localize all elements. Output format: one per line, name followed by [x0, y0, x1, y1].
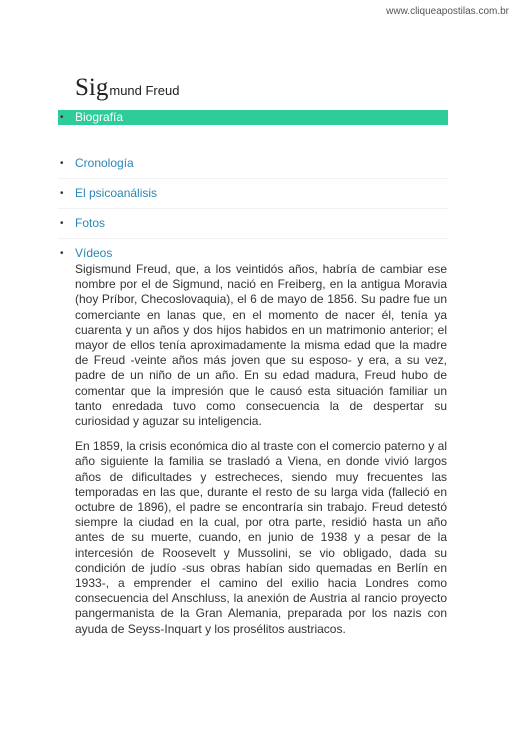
nav-item-fotos[interactable] [58, 209, 448, 239]
nav-label[interactable]: Cronología [75, 156, 134, 170]
bullet-icon: • [60, 218, 64, 229]
site-url[interactable]: www.cliqueapostilas.com.br [386, 6, 509, 17]
title-large-part: Sig [75, 74, 109, 101]
paragraph: Sigismund Freud, que, a los veintidós años, habría de cambiar ese nombre por el de Sigmund, nació en Freiberg, en la antigua Moravia (hoy Príbor, Checoslovaquia), el 6 de mayo de 1856. Su padre fue un comerciante en lanas que, en el momento de nacer él, tenía ya cuarenta y un años y dos hijos habidos en un matrimonio anterior; el mayor de ellos tenía aproximadamente la misma edad que la madre de Freud -veinte años más joven que su esposo- y era, a su vez, padre de un niño de un año. En su edad madura, Freud hubo de comentar que la impresión que le causó esta situación familiar un tanto enredada tuvo como consecuencia la de despertar su curiosidad y aguzar su inteligencia. [75, 262, 447, 429]
nav-item-psicoanalisis[interactable] [58, 179, 448, 209]
section-nav [58, 110, 448, 268]
title-small-part: mund Freud [109, 83, 180, 98]
biography-content [75, 262, 447, 647]
nav-label[interactable]: Biografía [75, 110, 124, 124]
nav-label[interactable]: Fotos [75, 216, 106, 230]
nav-label[interactable]: Vídeos [75, 246, 113, 260]
paragraph: En 1859, la crisis económica dio al traste con el comercio paterno y al año siguiente la familia se trasladó a Viena, en donde vivió largos años de dificultades y estrecheces, siendo muy frecuentes las temporadas en las que, durante el resto de su larga vida (falleció en octubre de 1896), el padre se encontraría sin trabajo. Freud detestó siempre la ciudad en la cual, por otra parte, residió hasta un año antes de su muerte, cuando, en junio de 1938 y a pesar de la intercesión de Roosevelt y Mussolini, se vio obligado, dada su condición de judío -sus obras habían sido quemadas en Berlín en 1933-, a emprender el camino del exilio hacia Londres como consecuencia del Anschluss, la anexión de Austria al rancio proyecto pangermanista de la Gran Alemania, preparada por los nazis con ayuda de Seyss-Inquart y los prosélitos austriacos. [75, 439, 447, 636]
nav-label[interactable]: El psicoanálisis [75, 186, 158, 200]
nav-item-biografia[interactable] [58, 110, 448, 125]
bullet-icon: • [60, 112, 64, 123]
nav-item-cronologia[interactable] [58, 149, 448, 179]
bullet-icon: • [60, 248, 64, 259]
bullet-icon: • [60, 188, 64, 199]
bullet-icon: • [60, 158, 64, 169]
page-title [75, 74, 179, 102]
